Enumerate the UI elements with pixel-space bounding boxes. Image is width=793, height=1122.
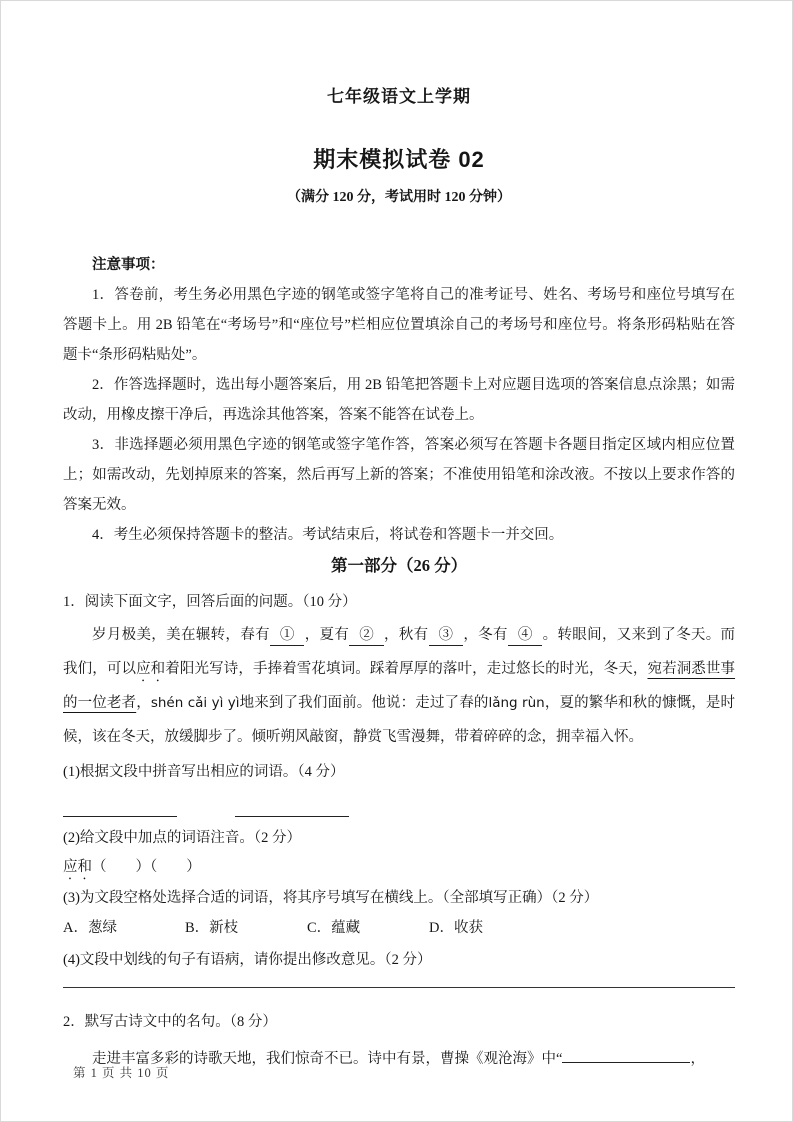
course-title: 七年级语文上学期 bbox=[327, 87, 471, 106]
question1-stem: 1．阅读下面文字，回答后面的问题。（10 分） bbox=[63, 594, 357, 610]
pronunciation-brackets: （ ）（ ） bbox=[92, 859, 201, 875]
passage-text: 着阳光写诗，手捧着雪花填词。踩着厚厚的落叶，走过悠长的时光，冬天， bbox=[165, 661, 648, 677]
passage-text: 岁月极美，美在辗转，春有 bbox=[92, 627, 270, 643]
question2-stem: 2．默写古诗文中的名句。（8 分） bbox=[63, 1014, 277, 1030]
answer-blank-1 bbox=[63, 798, 177, 817]
option-d: D．收获 bbox=[429, 920, 483, 936]
paper-title: 期末模拟试卷 02 bbox=[313, 147, 485, 172]
passage-text: 地来到了我们面前。他说：走过了春的 bbox=[239, 695, 489, 711]
passage-pinyin-2: lǎng rùn bbox=[488, 695, 545, 711]
passage-text: ，秋有 bbox=[383, 627, 429, 643]
answer-line-full-width bbox=[63, 986, 735, 988]
part1-heading: 第一部分（26 分） bbox=[330, 556, 468, 575]
passage-blank-3: ③ bbox=[429, 625, 464, 646]
answer-blank-row bbox=[63, 798, 735, 818]
option-a: A．葱绿 bbox=[63, 920, 117, 936]
passage-text: 。转眼间，又来到了冬天。而我们，可以 bbox=[63, 627, 736, 677]
question1-sub2-label: (2)给文段中加点的词语注音。（2 分） bbox=[63, 830, 302, 846]
answer-blank-2 bbox=[235, 798, 349, 817]
passage-text: ， bbox=[136, 695, 151, 711]
exam-info: （满分 120 分，考试用时 120 分钟） bbox=[287, 190, 511, 205]
passage-text: ，夏有 bbox=[304, 627, 350, 643]
pronunciation-row bbox=[63, 856, 735, 878]
page-number-footer: 第 1 页 共 10 页 bbox=[73, 1066, 170, 1080]
passage-blank-1: ① bbox=[270, 625, 305, 646]
question2-text: 走进丰富多彩的诗歌天地，我们惊奇不已。诗中有景，曹操《观沧海》中“ bbox=[92, 1051, 563, 1067]
notice-item-4: 4．考生必须保持答题卡的整洁。考试结束后，将试卷和答题卡一并交回。 bbox=[92, 527, 564, 543]
notice-heading: 注意事项： bbox=[92, 257, 165, 273]
passage-pinyin-1: shén cǎi yì yì bbox=[150, 695, 240, 711]
emphasized-word: 应和 bbox=[63, 859, 92, 875]
option-b: B．新枝 bbox=[185, 920, 239, 936]
options-row bbox=[63, 918, 735, 938]
notice-item-2: 2．作答选择题时，选出每小题答案后，用 2B 铅笔把答题卡上对应题目选项的答案信息点涂黑；如需改动，用橡皮擦干净后，再选涂其他答案，答案不能答在试卷上。 bbox=[63, 377, 735, 423]
passage-text: ，夏的繁华和秋的慷慨，是时候，该在冬天，放缓脚步了。倾听朔风敲窗，静赏飞雪漫舞，带着碎碎的念，拥幸福入怀。 bbox=[63, 695, 736, 745]
option-c: C．蕴藏 bbox=[307, 920, 361, 936]
passage-underlined-phrase: 宛若洞悉世事的一位老者 bbox=[63, 661, 736, 711]
question1-sub1-label: (1)根据文段中拼音写出相应的词语。（4 分） bbox=[63, 764, 345, 780]
question2-answer-blank bbox=[562, 1046, 690, 1063]
passage-emphasized-word: 应和 bbox=[136, 661, 166, 677]
notice-item-3: 3．非选择题必须用黑色字迹的钢笔或签字笔作答，答案必须写在答题卡各题目指定区域内相应位置上；如需改动，先划掉原来的答案，然后再写上新的答案；不准使用铅笔和涂改液。不按以上要求作答的答案无效。 bbox=[63, 437, 735, 513]
passage-blank-2: ② bbox=[349, 625, 384, 646]
passage-text: ，冬有 bbox=[463, 627, 508, 643]
question2-text: ， bbox=[690, 1051, 705, 1067]
passage-blank-4: ④ bbox=[508, 625, 543, 646]
reading-passage bbox=[63, 618, 735, 754]
notice-item-1: 1．答卷前，考生务必用黑色字迹的钢笔或签字笔将自己的准考证号、姓名、考场号和座位号填写在答题卡上。用 2B 铅笔在“考场号”和“座位号”栏相应位置填涂自己的考场号和座位号。将条形码粘贴在答题卡“条形码粘贴处”。 bbox=[63, 287, 735, 363]
question1-sub3-label: (3)为文段空格处选择合适的词语，将其序号填写在横线上。（全部填写正确）（2 分） bbox=[63, 890, 599, 906]
question1-sub4-label: (4)文段中划线的句子有语病，请你提出修改意见。（2 分） bbox=[63, 952, 432, 968]
